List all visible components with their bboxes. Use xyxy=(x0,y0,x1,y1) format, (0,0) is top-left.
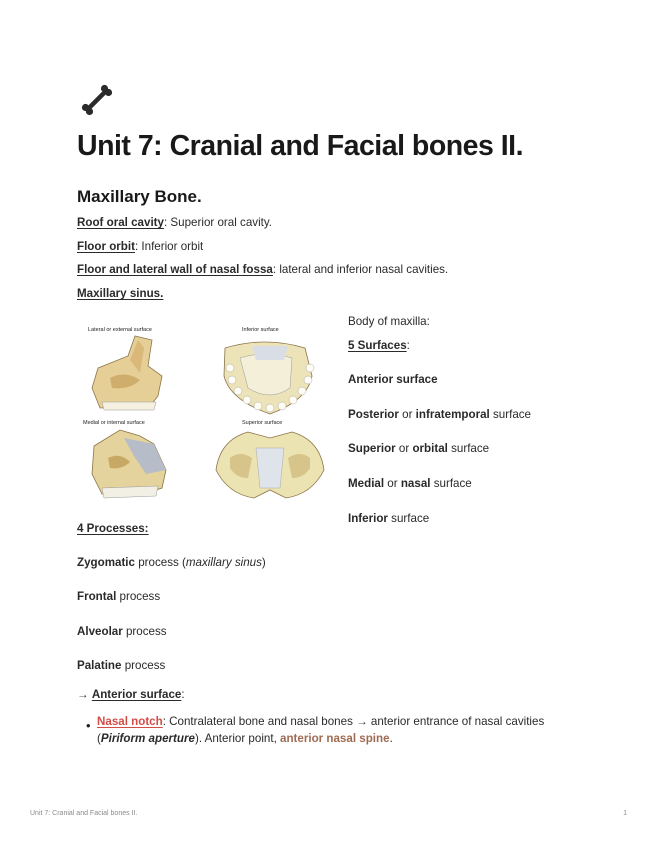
surface-text: surface xyxy=(387,512,430,525)
arrow-icon: → xyxy=(77,688,92,701)
process-item xyxy=(77,659,165,673)
medial-view-illustration xyxy=(92,430,166,498)
intro-term: Roof oral cavity xyxy=(77,216,164,229)
surface-bold: Anterior surface xyxy=(348,373,438,386)
process-name: Palatine xyxy=(77,659,122,672)
figure-label-superior: Superior surface xyxy=(242,420,283,426)
superior-view-illustration xyxy=(216,432,324,498)
process-text: process xyxy=(122,625,167,638)
intro-term: Maxillary sinus. xyxy=(77,287,164,300)
surface-bold-2: orbital xyxy=(412,442,448,455)
bone-icon xyxy=(80,83,114,117)
figure-label-inferior: Inferior surface xyxy=(242,327,279,333)
process-name: Frontal xyxy=(77,590,117,603)
piriform-aperture: Piriform aperture xyxy=(100,732,195,745)
surface-tail: surface xyxy=(430,477,472,490)
intro-text: : lateral and inferior nasal cavities. xyxy=(272,263,449,276)
process-text: process xyxy=(116,590,161,603)
anterior-heading-line xyxy=(77,688,185,702)
surface-bold: Inferior xyxy=(348,512,388,525)
anterior-nasal-spine: anterior nasal spine xyxy=(280,732,390,745)
process-name: Zygomatic xyxy=(77,556,135,569)
surfaces-heading-line xyxy=(348,339,410,353)
page-title: Unit 7: Cranial and Facial bones II. xyxy=(77,130,524,162)
intro-text: : Inferior orbit xyxy=(134,240,204,253)
surfaces-colon: : xyxy=(406,339,410,352)
bullet-icon: • xyxy=(86,718,91,733)
surface-item xyxy=(348,373,438,387)
process-item xyxy=(77,590,160,604)
process-text: process ( xyxy=(134,556,186,569)
process-item xyxy=(77,625,167,639)
process-item xyxy=(77,556,266,570)
surface-item xyxy=(348,477,472,491)
inferior-view-illustration xyxy=(224,342,314,414)
nasal-notch-term: Nasal notch xyxy=(97,715,163,728)
anterior-heading: Anterior surface xyxy=(91,688,182,701)
bullet-text-2: ). Anterior point, xyxy=(194,732,281,745)
bullet-text-1: : Contralateral bone and nasal bones → anterior entrance of nasal cavities ( xyxy=(97,715,545,745)
process-text: process xyxy=(121,659,166,672)
surface-bold-2: infratemporal xyxy=(415,408,490,421)
surfaces-heading: 5 Surfaces xyxy=(348,339,407,352)
body-intro: Body of maxilla: xyxy=(348,315,430,328)
processes-heading-text: 4 Processes: xyxy=(77,522,149,535)
processes-heading xyxy=(77,522,149,536)
figure-label-lateral: Lateral or external surface xyxy=(88,327,152,333)
intro-line-roof xyxy=(77,216,272,230)
surface-bold: Superior xyxy=(348,442,396,455)
section-heading: Maxillary Bone. xyxy=(77,187,202,206)
surface-tail: surface xyxy=(447,442,490,455)
surface-bold: Medial xyxy=(348,477,385,490)
process-name: Alveolar xyxy=(77,625,123,638)
intro-line-nasal-fossa xyxy=(77,263,448,277)
surface-text: or xyxy=(398,408,416,421)
maxilla-figure xyxy=(80,318,330,508)
surface-item xyxy=(348,512,429,526)
surface-tail: surface xyxy=(489,408,532,421)
process-close: ) xyxy=(261,556,266,569)
bullet-end: . xyxy=(389,732,393,745)
figure-label-medial: Medial or internal surface xyxy=(83,420,145,426)
footer-title: Unit 7: Cranial and Facial bones II. xyxy=(30,810,138,817)
surface-item xyxy=(348,408,531,422)
surface-bold: Posterior xyxy=(348,408,399,421)
intro-term: Floor and lateral wall of nasal fossa xyxy=(77,263,273,276)
surface-text: or xyxy=(395,442,413,455)
surface-bold-2: nasal xyxy=(400,477,431,490)
surface-item xyxy=(348,442,489,456)
nasal-notch-bullet xyxy=(97,713,577,747)
intro-text: : Superior oral cavity. xyxy=(163,216,273,229)
page-number: 1 xyxy=(623,810,627,817)
intro-line-sinus xyxy=(77,287,163,301)
process-italic: maxillary sinus xyxy=(185,556,262,569)
intro-line-floor-orbit xyxy=(77,240,203,254)
intro-term: Floor orbit xyxy=(77,240,135,253)
surface-text: or xyxy=(384,477,401,490)
anterior-colon: : xyxy=(181,688,185,701)
lateral-view-illustration xyxy=(92,336,162,410)
